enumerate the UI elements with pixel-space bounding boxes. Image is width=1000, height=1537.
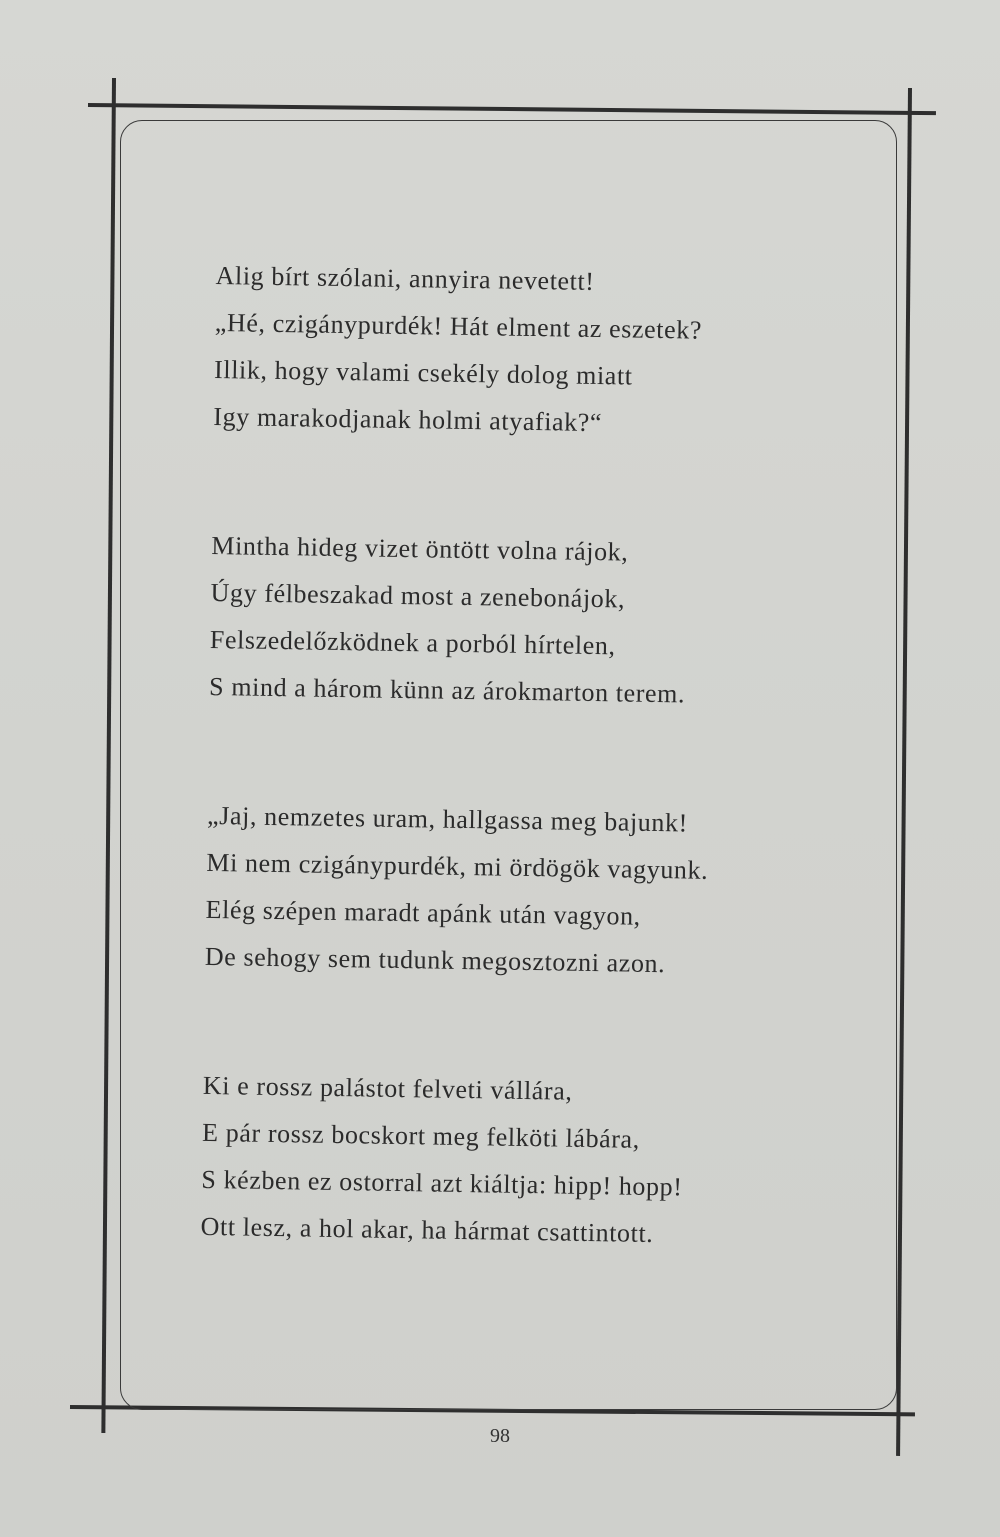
frame-right-rule <box>896 88 912 1456</box>
stanza <box>209 522 852 720</box>
poem-line: Ott lesz, a hol akar, ha hármat csattintott. <box>200 1211 654 1248</box>
poem-line: Alig bírt szólani, annyira nevetett! <box>215 260 595 296</box>
poem-line: Igy marakodjanak holmi atyafiak?“ <box>213 401 603 438</box>
stanza <box>200 1062 843 1260</box>
poem-line: S kézben ez ostorral azt kiáltja: hipp! hopp! <box>201 1164 683 1202</box>
poem-line: S mind a három künn az árokmarton terem. <box>208 671 686 709</box>
stanza <box>213 252 856 450</box>
poem-line: Illik, hogy valami csekély dolog miatt <box>213 354 633 391</box>
frame-left-rule <box>101 78 116 1433</box>
poem-line: Felszedelőzködnek a porból hírtelen, <box>209 624 616 661</box>
poem-line: Mintha hideg vizet öntött volna rájok, <box>211 530 629 567</box>
poem-line: Ki e rossz palástot felveti vállára, <box>202 1070 573 1106</box>
poem-line: Mi nem czigánypurdék, mi ördögök vagyunk. <box>206 847 709 885</box>
poem-line: „Hé, czigánypurdék! Hát elment az eszetek? <box>214 307 703 345</box>
stanza <box>205 792 848 990</box>
poem-line: E pár rossz bocskort meg felköti lábára, <box>201 1117 641 1154</box>
page-number: 98 <box>490 1425 510 1447</box>
frame-top-rule <box>88 103 936 115</box>
poem-line: „Jaj, nemzetes uram, hallgassa meg bajunk! <box>206 800 689 838</box>
poem-text <box>199 252 856 1342</box>
poem-line: Úgy félbeszakad most a zenebonájok, <box>210 577 626 614</box>
poem-line: De sehogy sem tudunk megosztozni azon. <box>204 941 666 979</box>
poem-line: Elég szépen maradt apánk után vagyon, <box>205 894 642 931</box>
